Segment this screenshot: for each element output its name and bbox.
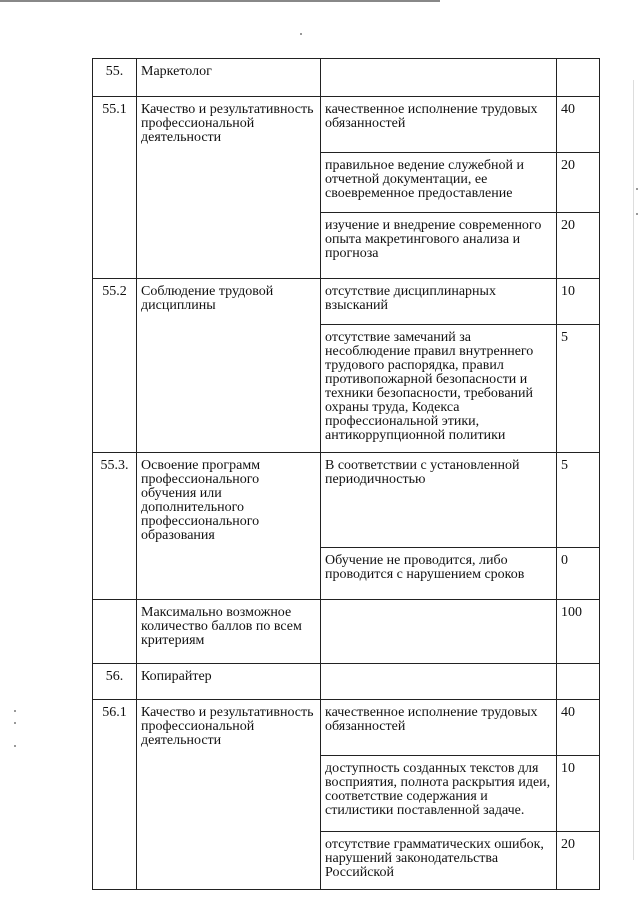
table-row bbox=[93, 59, 600, 97]
table-row bbox=[93, 453, 600, 548]
scan-speck bbox=[14, 722, 16, 724]
table-row bbox=[93, 213, 600, 279]
indicator-cell: изучение и внедрение современного опыта макретингового анализа и прогноза bbox=[321, 213, 557, 279]
row-number: 55.3. bbox=[93, 453, 137, 548]
criterion-name: Освоение программ профессионального обучения или дополнительного профессионального образования bbox=[137, 453, 321, 548]
scan-speck bbox=[300, 33, 302, 35]
scan-speck bbox=[636, 213, 638, 215]
row-number bbox=[93, 325, 137, 453]
table-row bbox=[93, 755, 600, 831]
row-number: 56. bbox=[93, 663, 137, 699]
score-cell: 20 bbox=[557, 831, 600, 889]
scan-speck bbox=[14, 710, 16, 712]
total-label: Максимально возможное количество баллов по всем критериям bbox=[137, 599, 321, 663]
table-row bbox=[93, 153, 600, 213]
criterion-name bbox=[137, 213, 321, 279]
criterion-name: Качество и результативность профессиональной деятельности bbox=[137, 97, 321, 153]
indicator-cell: отсутствие замечаний за несоблюдение правил внутреннего трудового распорядка, правил противопожарной безопасности и техники безопасности, требований охраны труда, Кодекса профессиональной этики, антикоррупционной политики bbox=[321, 325, 557, 453]
row-number bbox=[93, 755, 137, 831]
score-cell: 0 bbox=[557, 547, 600, 599]
scan-page-edge bbox=[633, 80, 634, 860]
scan-top-line bbox=[0, 0, 440, 2]
row-number bbox=[93, 831, 137, 889]
score-cell: 10 bbox=[557, 755, 600, 831]
score-cell: 20 bbox=[557, 213, 600, 279]
position-title: Маркетолог bbox=[137, 59, 321, 97]
row-number: 55.1 bbox=[93, 97, 137, 153]
indicator-cell: качественное исполнение трудовых обязанностей bbox=[321, 699, 557, 755]
scan-speck bbox=[14, 745, 16, 747]
row-number: 55. bbox=[93, 59, 137, 97]
total-score: 100 bbox=[557, 599, 600, 663]
table-row bbox=[93, 831, 600, 889]
indicator-cell: правильное ведение служебной и отчетной документации, ее своевременное предоставление bbox=[321, 153, 557, 213]
score-cell bbox=[557, 59, 600, 97]
row-number bbox=[93, 547, 137, 599]
table-row bbox=[93, 547, 600, 599]
score-cell: 40 bbox=[557, 699, 600, 755]
criterion-name bbox=[137, 153, 321, 213]
row-number bbox=[93, 599, 137, 663]
score-cell bbox=[557, 663, 600, 699]
criteria-table bbox=[92, 58, 600, 890]
indicator-cell: В соответствии с установленной периодичностью bbox=[321, 453, 557, 548]
scan-speck bbox=[636, 188, 638, 190]
indicator-cell bbox=[321, 663, 557, 699]
row-number bbox=[93, 213, 137, 279]
score-cell: 5 bbox=[557, 325, 600, 453]
criterion-name bbox=[137, 831, 321, 889]
criterion-name: Соблюдение трудовой дисциплины bbox=[137, 279, 321, 325]
table-row bbox=[93, 325, 600, 453]
score-cell: 5 bbox=[557, 453, 600, 548]
indicator-cell: отсутствие дисциплинарных взысканий bbox=[321, 279, 557, 325]
indicator-cell: отсутствие грамматических ошибок, нарушений законодательства Российской bbox=[321, 831, 557, 889]
score-cell: 10 bbox=[557, 279, 600, 325]
row-number bbox=[93, 153, 137, 213]
table-row bbox=[93, 699, 600, 755]
indicator-cell bbox=[321, 59, 557, 97]
indicator-cell: качественное исполнение трудовых обязанностей bbox=[321, 97, 557, 153]
row-number: 56.1 bbox=[93, 699, 137, 755]
position-title: Копирайтер bbox=[137, 663, 321, 699]
criterion-name bbox=[137, 325, 321, 453]
criterion-name bbox=[137, 755, 321, 831]
score-cell: 40 bbox=[557, 97, 600, 153]
table-row bbox=[93, 663, 600, 699]
table-row bbox=[93, 279, 600, 325]
indicator-cell bbox=[321, 599, 557, 663]
indicator-cell: Обучение не проводится, либо проводится с нарушением сроков bbox=[321, 547, 557, 599]
table-row bbox=[93, 97, 600, 153]
score-cell: 20 bbox=[557, 153, 600, 213]
indicator-cell: доступность созданных текстов для восприятия, полнота раскрытия идеи, соответствие содержания и стилистики поставленной задаче. bbox=[321, 755, 557, 831]
row-number: 55.2 bbox=[93, 279, 137, 325]
table-row bbox=[93, 599, 600, 663]
criterion-name: Качество и результативность профессиональной деятельности bbox=[137, 699, 321, 755]
criterion-name bbox=[137, 547, 321, 599]
